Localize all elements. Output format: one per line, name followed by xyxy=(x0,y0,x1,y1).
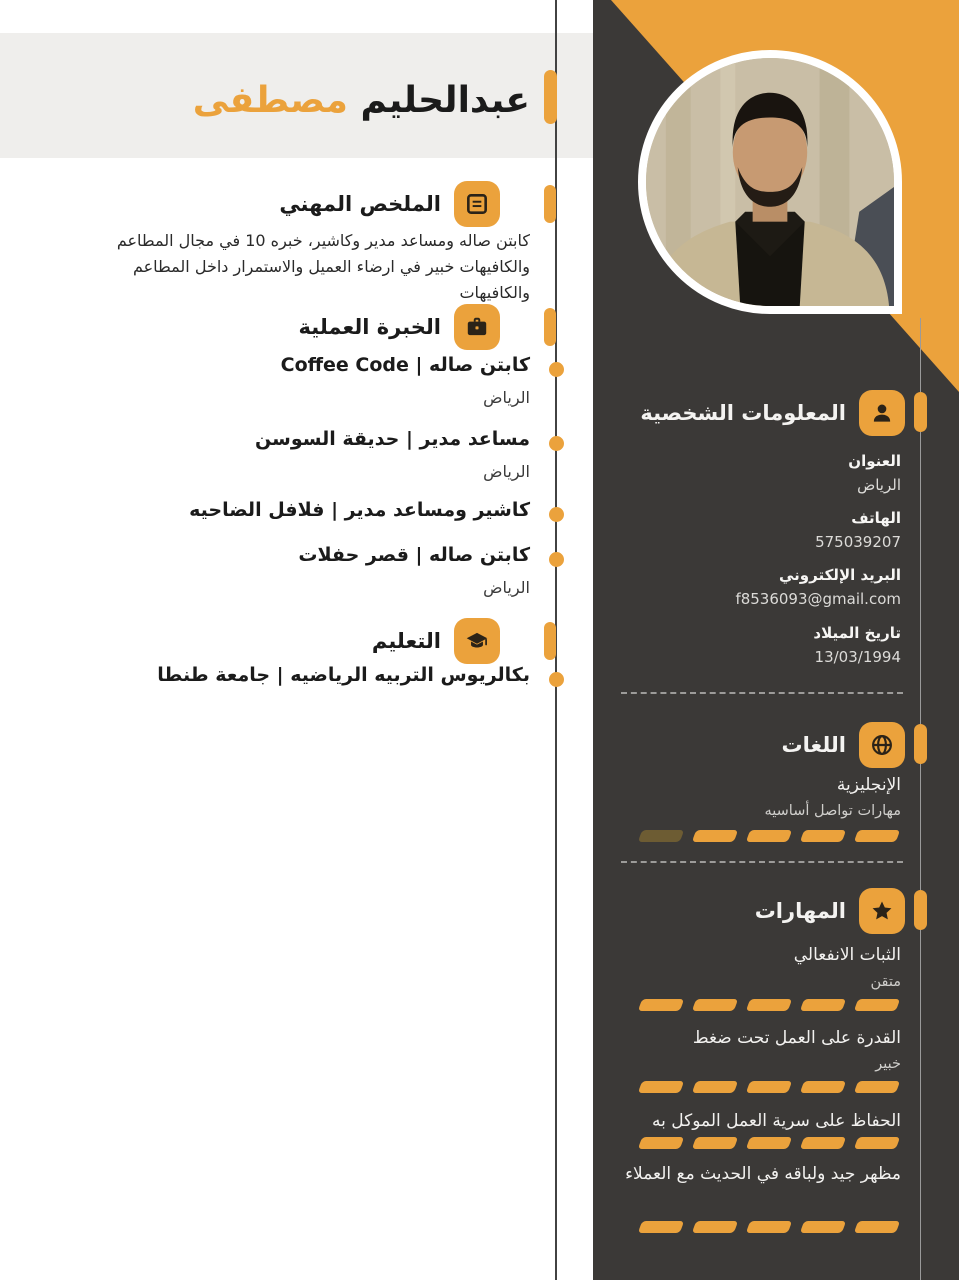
field-value: f8536093@gmail.com xyxy=(735,590,901,608)
document-lines-icon xyxy=(464,191,490,217)
timeline-dot xyxy=(549,362,564,377)
language-rating-bar xyxy=(640,830,898,842)
experience-entry-location: الرياض xyxy=(483,462,530,481)
experience-entry-role: كابتن صاله | Coffee Code xyxy=(280,354,530,376)
experience-icon-badge xyxy=(454,304,500,350)
rating-segment xyxy=(746,1137,792,1149)
section-skills-header xyxy=(755,888,905,934)
sidebar-timeline-line xyxy=(920,318,921,1280)
section-personal-title: المعلومات الشخصية xyxy=(640,401,846,425)
skill-name: الحفاظ على سرية العمل الموكل به xyxy=(652,1111,901,1131)
skill-name: الثبات الانفعالي xyxy=(793,945,901,965)
rating-segment xyxy=(746,830,792,842)
section-education-header xyxy=(372,618,500,664)
timeline-dot xyxy=(549,552,564,567)
rating-segment xyxy=(854,830,900,842)
graduation-cap-icon xyxy=(464,628,490,654)
section-languages-header xyxy=(782,722,906,768)
timeline-dot xyxy=(549,436,564,451)
summary-text: كابتن صاله ومساعد مدير وكاشير، خبره 10 في مجال المطاعم والكافيهات خبير في ارضاء العميل والاستمرار داخل المطاعم والكافيهات xyxy=(116,231,530,302)
rating-segment xyxy=(692,1081,738,1093)
globe-icon xyxy=(869,732,895,758)
personal-pill xyxy=(914,392,927,432)
name-accent-pill xyxy=(544,70,557,124)
skill-name: القدرة على العمل تحت ضغط xyxy=(692,1028,901,1048)
rating-segment xyxy=(746,1081,792,1093)
rating-segment xyxy=(854,999,900,1011)
experience-pill xyxy=(544,308,556,346)
experience-entry-role: كابتن صاله | قصر حفلات xyxy=(298,544,530,566)
section-summary-header xyxy=(279,181,500,227)
person-icon xyxy=(869,400,895,426)
skill-rating-bar xyxy=(640,1081,898,1093)
education-pill xyxy=(544,622,556,660)
section-personal-header xyxy=(640,390,905,436)
rating-segment xyxy=(638,1137,684,1149)
avatar xyxy=(646,58,894,306)
experience-entry-role: كاشير ومساعد مدير | فلافل الضاحيه xyxy=(189,499,530,521)
rating-segment xyxy=(638,830,684,842)
skill-name: مظهر جيد ولباقه في الحديث مع العملاء xyxy=(625,1164,901,1184)
timeline-dot xyxy=(549,507,564,522)
language-name: الإنجليزية xyxy=(836,775,901,795)
dashed-divider xyxy=(621,861,903,863)
section-languages-title: اللغات xyxy=(781,733,846,757)
personal-icon-badge xyxy=(859,390,905,436)
rating-segment xyxy=(692,1137,738,1149)
section-education-title: التعليم xyxy=(371,629,441,653)
skill-rating-bar xyxy=(640,1137,898,1149)
dashed-divider xyxy=(621,692,903,694)
field-label: العنوان xyxy=(848,452,901,470)
rating-segment xyxy=(638,1221,684,1233)
rating-segment xyxy=(746,999,792,1011)
field-value: 13/03/1994 xyxy=(814,648,901,666)
rating-segment xyxy=(692,830,738,842)
summary-icon-badge xyxy=(454,181,500,227)
rating-segment xyxy=(800,1137,846,1149)
rating-segment xyxy=(692,1221,738,1233)
rating-segment xyxy=(746,1221,792,1233)
briefcase-icon xyxy=(464,314,490,340)
rating-segment xyxy=(800,1221,846,1233)
experience-entry-location: الرياض xyxy=(483,578,530,597)
star-icon xyxy=(869,898,895,924)
education-entry-degree: بكالريوس التربيه الرياضيه | جامعة طنطا xyxy=(157,664,530,686)
skill-rating-bar xyxy=(640,1221,898,1233)
rating-segment xyxy=(638,999,684,1011)
experience-entry-role: مساعد مدير | حديقة السوسن xyxy=(255,428,530,450)
languages-icon-badge xyxy=(859,722,905,768)
skill-level: متقن xyxy=(870,974,901,990)
section-experience-header xyxy=(299,304,500,350)
education-icon-badge xyxy=(454,618,500,664)
field-value: الرياض xyxy=(857,476,901,494)
candidate-last-name: مصطفى xyxy=(192,80,348,121)
candidate-first-name: عبدالحليم xyxy=(360,80,530,121)
summary-pill xyxy=(544,185,556,223)
skills-pill xyxy=(914,890,927,930)
skill-level: خبير xyxy=(875,1056,901,1072)
field-label: تاريخ الميلاد xyxy=(813,624,901,642)
languages-pill xyxy=(914,724,927,764)
field-value: 575039207 xyxy=(815,533,901,551)
profile-photo xyxy=(638,50,902,314)
rating-segment xyxy=(800,1081,846,1093)
section-experience-title: الخبرة العملية xyxy=(298,315,441,339)
experience-entry-location: الرياض xyxy=(483,388,530,407)
rating-segment xyxy=(854,1137,900,1149)
candidate-name xyxy=(193,80,530,121)
skills-icon-badge xyxy=(859,888,905,934)
field-label: الهاتف xyxy=(851,509,901,527)
rating-segment xyxy=(854,1081,900,1093)
section-summary-title: الملخص المهني xyxy=(279,192,441,216)
section-skills-title: المهارات xyxy=(754,899,846,923)
skill-rating-bar xyxy=(640,999,898,1011)
field-label: البريد الإلكتروني xyxy=(779,566,901,584)
rating-segment xyxy=(692,999,738,1011)
rating-segment xyxy=(854,1221,900,1233)
timeline-dot xyxy=(549,672,564,687)
rating-segment xyxy=(800,830,846,842)
rating-segment xyxy=(638,1081,684,1093)
rating-segment xyxy=(800,999,846,1011)
language-level: مهارات تواصل أساسيه xyxy=(764,803,901,819)
